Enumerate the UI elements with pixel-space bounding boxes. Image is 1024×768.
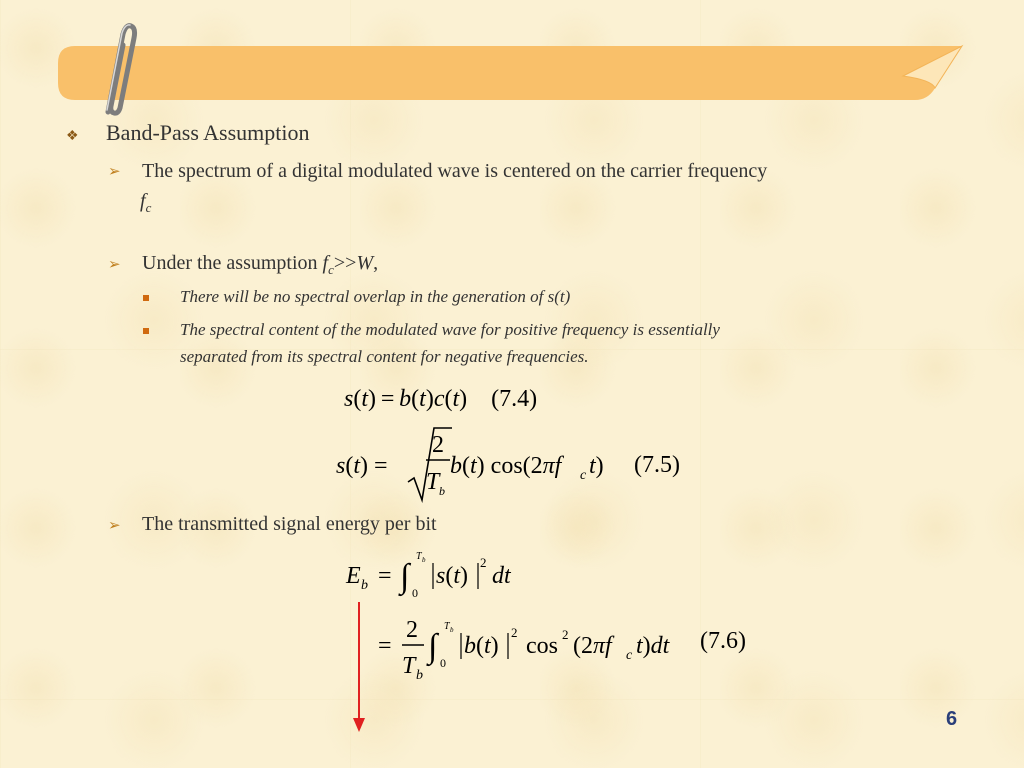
svg-text:b: b: [416, 668, 423, 683]
square-bullet-icon: [143, 295, 149, 301]
arrow-bullet-icon: ➢: [108, 518, 121, 534]
svg-text:2: 2: [480, 555, 487, 570]
svg-text:t): t): [589, 453, 604, 479]
bullet-spectrum: [142, 160, 767, 183]
svg-text:b(t) cos(2πf: b(t) cos(2πf: [450, 453, 562, 479]
assumption-W: W: [356, 252, 374, 274]
assumption-sub: c: [328, 262, 334, 277]
header-banner: [0, 0, 1024, 130]
svg-text:s(t): s(t): [436, 563, 469, 589]
svg-text:T: T: [444, 621, 450, 632]
eq-7-6-label: (7.6): [700, 628, 746, 654]
sub-bullet-spectral-line1: The spectral content of the modulated wave for positive frequency is essentially: [180, 320, 720, 339]
assumption-suffix: ,: [373, 252, 379, 274]
sub-bullet-overlap: There will be no spectral overlap in the generation of s(t): [180, 287, 571, 306]
svg-text:t)dt: t)dt: [636, 633, 670, 659]
svg-text:s(t) =: s(t) =: [336, 453, 388, 479]
svg-text:2: 2: [406, 617, 418, 643]
svg-text:b: b: [422, 556, 426, 564]
svg-text:T: T: [402, 653, 416, 679]
sub-bullet-spectral-line2: separated from its spectral content for negative frequencies.: [180, 347, 589, 366]
svg-text:dt: dt: [492, 563, 511, 589]
svg-text:=: =: [378, 633, 392, 659]
carrier-sub: c: [145, 200, 152, 215]
arrow-bullet-icon: ➢: [108, 164, 121, 180]
svg-text:T: T: [416, 551, 422, 562]
heading-band-pass: Band-Pass Assumption: [106, 120, 310, 145]
diamond-bullet-icon: ❖: [66, 129, 79, 144]
svg-text:b(t): b(t): [464, 633, 499, 659]
svg-text:b: b: [450, 626, 454, 634]
carrier-f: f: [140, 190, 146, 212]
bullet-spectrum-symbol: [140, 190, 151, 216]
assumption-rel: >>: [333, 252, 357, 274]
svg-text:∫: ∫: [400, 558, 410, 595]
page-number: 6: [946, 708, 958, 730]
svg-text:0: 0: [412, 586, 418, 600]
equation-energy: [340, 545, 780, 695]
eq-7-4-label: (7.4): [491, 386, 538, 412]
svg-text:2: 2: [562, 627, 569, 642]
svg-text:c: c: [626, 648, 633, 663]
svg-text:=: =: [378, 563, 392, 589]
svg-text:2: 2: [511, 625, 518, 640]
equation-7-4: s(t) = b(t)c(t) (7.4): [344, 386, 538, 412]
banner-shape: [58, 46, 962, 100]
red-down-arrow-icon: [349, 600, 369, 740]
svg-text:b: b: [361, 578, 368, 593]
bullet-energy: The transmitted signal energy per bit: [142, 513, 437, 535]
svg-text:E: E: [346, 563, 361, 589]
svg-text:T: T: [426, 469, 440, 495]
svg-text:0: 0: [440, 656, 446, 670]
svg-text:c: c: [580, 468, 587, 483]
svg-text:∫: ∫: [428, 628, 438, 665]
svg-text:cos: cos: [526, 633, 558, 659]
arrow-bullet-icon: ➢: [108, 257, 121, 273]
svg-text:(2πf: (2πf: [573, 633, 612, 659]
assumption-prefix: Under the assumption: [142, 252, 323, 274]
spectrum-text: The spectrum of a digital modulated wave is centered on the carrier frequency: [142, 160, 768, 182]
svg-text:b: b: [439, 484, 445, 498]
bullet-assumption: [142, 252, 378, 278]
assumption-f: f: [322, 252, 329, 274]
svg-text:2: 2: [432, 432, 444, 458]
square-bullet-icon: [143, 328, 149, 334]
eq-7-5-label: (7.5): [634, 452, 680, 478]
